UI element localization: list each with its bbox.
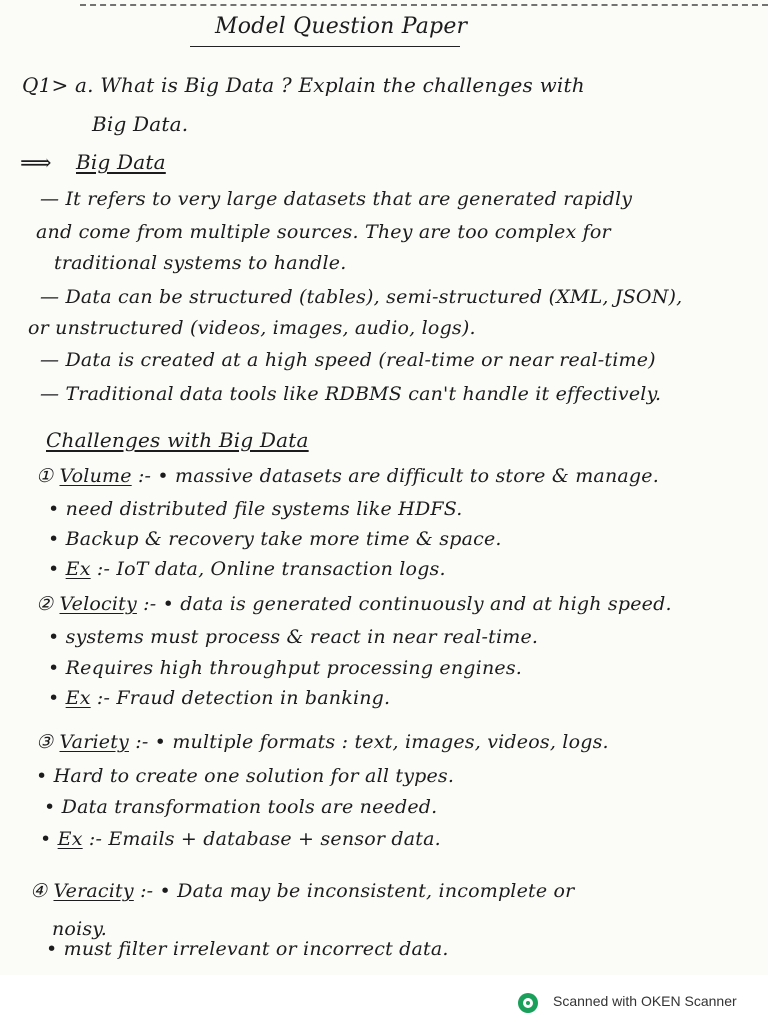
volume-label: Volume [59, 465, 132, 487]
volume-bullet: • need distributed file systems like HDFS. [48, 498, 463, 520]
volume-example: :- IoT data, Online transaction logs. [96, 558, 446, 580]
volume-text: :- • massive datasets are difficult to store & manage. [137, 465, 659, 487]
velocity-example: :- Fraud detection in banking. [96, 687, 391, 709]
volume-bullet: • Backup & recovery take more time & space. [48, 528, 502, 550]
definition-line: or unstructured (videos, images, audio, logs). [28, 317, 476, 339]
arrow-icon: ⟹ [20, 151, 52, 176]
volume-example-label: Ex [65, 558, 91, 580]
page-title: Model Question Paper [215, 14, 468, 39]
question-line-2: Big Data. [92, 112, 189, 136]
variety-example-label: Ex [57, 828, 83, 850]
variety-label: Variety [59, 731, 129, 753]
veracity-continuation: noisy. [52, 918, 107, 940]
definition-line: and come from multiple sources. They are too complex for [36, 221, 611, 243]
veracity-bullet: • must filter irrelevant or incorrect data. [46, 938, 449, 960]
challenges-heading: Challenges with Big Data [46, 428, 309, 452]
definition-line: — Data is created at a high speed (real-time or near real-time) [40, 349, 656, 371]
veracity-number: ④ [30, 880, 48, 902]
velocity-label: Velocity [59, 593, 137, 615]
definition-line: — Traditional data tools like RDBMS can't handle it effectively. [40, 383, 662, 405]
definition-line: traditional systems to handle. [54, 252, 347, 274]
variety-number: ③ [36, 731, 54, 753]
variety-text: :- • multiple formats : text, images, videos, logs. [135, 731, 609, 753]
velocity-text: :- • data is generated continuously and at high speed. [143, 593, 672, 615]
veracity-label: Veracity [53, 880, 134, 902]
velocity-bullet: • systems must process & react in near real-time. [48, 626, 539, 648]
definition-line: — Data can be structured (tables), semi-structured (XML, JSON), [40, 286, 683, 308]
volume-number: ① [36, 465, 54, 487]
variety-example: :- Emails + database + sensor data. [88, 828, 441, 850]
scanner-watermark-text: Scanned with OKEN Scanner [553, 993, 737, 1009]
velocity-bullet: • Requires high throughput processing engines. [48, 657, 523, 679]
page-top-edge [80, 4, 768, 6]
variety-bullet: • Hard to create one solution for all types. [36, 765, 455, 787]
handwritten-page: Model Question Paper Q1> a. What is Big Data ? Explain the challenges with Big Data. ⟹ Big Data — It refers to very large datasets that are generated rapidly and come from multiple sources. They are too complex for traditional systems to handle. — Data can be structured (tables), semi-structured (XML, JSON), or unstructured (videos, images, audio, logs). — Data is created at a high speed (real-time or near real-time) — Traditional data tools like RDBMS can't handle it effectively. Challenges with Big Data ① Volume :- • massive datasets are difficult to store & manage. • need distributed file systems like HDFS. • Backup & recovery take more time & space. • Ex :- IoT data, Online transaction logs. ② Velocity :- • data is generated continuously and at high speed. • systems must process & react in near real-time. • Requires high throughput processing engines. • Ex :- Fraud detection in banking. ③ Variety :- • multiple formats : text, images, videos, logs. • Hard to create one solution for all types. • Data transformation tools are needed. • Ex :- Emails + database + sensor data. ④ Veracity :- • Data may be inconsistent, incomplete or noisy. • must filter irrelevant or incorrect data. [0, 0, 768, 975]
scanner-logo-icon [518, 993, 538, 1013]
velocity-number: ② [36, 593, 54, 615]
title-underline [190, 46, 460, 47]
veracity-text: :- • Data may be inconsistent, incomplete or [140, 880, 575, 902]
variety-bullet: • Data transformation tools are needed. [44, 796, 438, 818]
velocity-example-label: Ex [65, 687, 91, 709]
big-data-heading: Big Data [76, 150, 166, 174]
definition-line: — It refers to very large datasets that are generated rapidly [40, 188, 633, 210]
question-line-1: Q1> a. What is Big Data ? Explain the challenges with [22, 73, 585, 97]
